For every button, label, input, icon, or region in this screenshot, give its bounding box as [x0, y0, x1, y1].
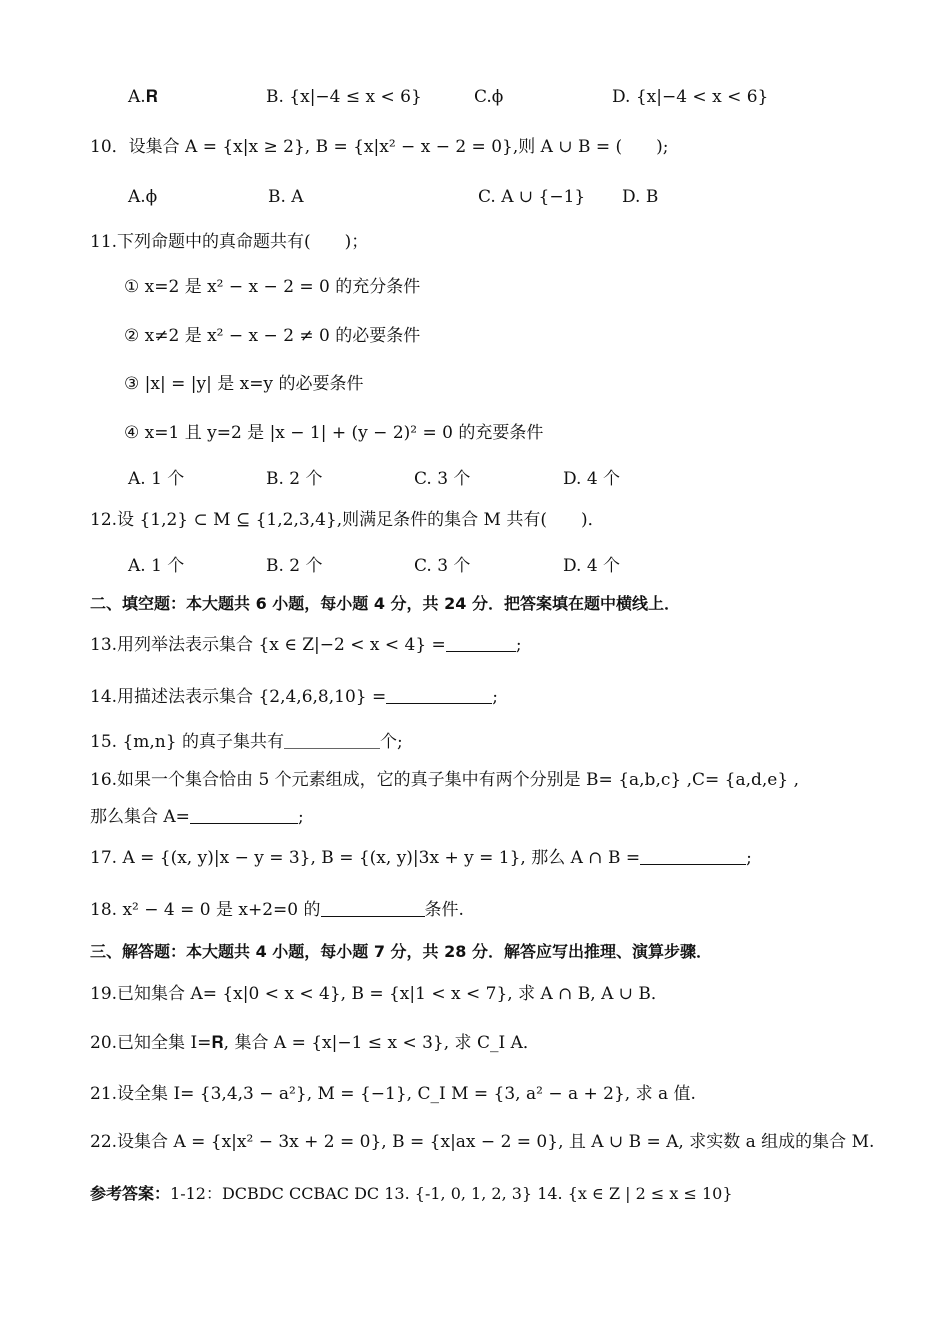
q21: 21.设全集 I= {3,4,3 − a²}, M = {−1}, C_I M = {3, a² − a + 2}, 求 a 值.: [90, 1084, 696, 1104]
section-3-heading: 三、解答题：本大题共 4 小题，每小题 7 分，共 28 分．解答应写出推理、演算步骤．: [90, 942, 712, 961]
q16-answer-blank[interactable]: [190, 807, 298, 824]
q12-stem: 12.设 {1,2} ⊂ M ⊆ {1,2,3,4},则满足条件的集合 M 共有( )．: [90, 510, 605, 530]
q11-item-3: ③ |x| = |y| 是 x=y 的必要条件: [124, 374, 364, 394]
q13-answer-blank[interactable]: [446, 635, 516, 652]
q13-end: ;: [515, 635, 522, 655]
q15-answer-blank[interactable]: [284, 732, 380, 749]
q14: [90, 686, 498, 708]
q16-line-1: 16.如果一个集合恰由 5 个元素组成，它的真子集中有两个分别是 B= {a,b,c} ,C= {a,d,e} ,: [90, 770, 799, 790]
q11-option-a: A. 1 个: [128, 469, 185, 489]
q9-option-b: B. {x|−4 ≤ x < 6}: [266, 87, 422, 107]
q16-end: ;: [297, 807, 304, 827]
q9-option-d: D. {x|−4 < x < 6}: [612, 87, 769, 107]
section-2-heading: 二、填空题：本大题共 6 小题，每小题 4 分，共 24 分．把答案填在题中横线上．: [90, 594, 680, 613]
q11-option-c: C. 3 个: [414, 469, 471, 489]
q14-text: 14.用描述法表示集合 {2,4,6,8,10} =: [90, 687, 387, 707]
q12-option-b: B. 2 个: [266, 556, 323, 576]
q15: [90, 731, 403, 753]
q11-option-b: B. 2 个: [266, 469, 323, 489]
q11-item-4: ④ x=1 且 y=2 是 |x − 1| + (y − 2)² = 0 的充要条件: [124, 423, 544, 443]
q17-end: ;: [746, 848, 752, 868]
q9-option-c: C.ϕ: [474, 87, 504, 107]
q11-stem: 11.下列命题中的真命题共有( )；: [90, 232, 369, 252]
q22: 22.设集合 A = {x|x² − 3x + 2 = 0}, B = {x|ax − 2 = 0}, 且 A ∪ B = A, 求实数 a 组成的集合 M.: [90, 1132, 875, 1152]
q11-item-1: ① x=2 是 x² − x − 2 = 0 的充分条件: [124, 277, 421, 297]
q11-option-d: D. 4 个: [563, 469, 621, 489]
q20: 20.已知全集 I=𝐑, 集合 A = {x|−1 ≤ x < 3}, 求 C_I A．: [90, 1033, 540, 1053]
q18-text: 18. x² − 4 = 0 是 x+2=0 的: [90, 900, 321, 920]
q16: [90, 806, 304, 828]
q17: [90, 847, 752, 869]
q14-answer-blank[interactable]: [386, 687, 492, 704]
q10-option-a: A.ϕ: [128, 187, 158, 207]
q17-text: 17. A = {(x, y)|x − y = 3}, B = {(x, y)|3x + y = 1}, 那么 A ∩ B =: [90, 848, 641, 868]
q18-end: 条件.: [424, 900, 464, 920]
q14-end: ;: [492, 687, 498, 707]
q12-option-a: A. 1 个: [128, 556, 185, 576]
answer-key-text: 1-12：DCBDC CCBAC DC 13. {-1, 0, 1, 2, 3} 14. {x ∈ Z | 2 ≤ x ≤ 10}: [170, 1184, 733, 1203]
q10-stem: 10．设集合 A = {x|x ≥ 2}, B = {x|x² − x − 2 = 0},则 A ∪ B = ( );: [90, 137, 669, 157]
q18-answer-blank[interactable]: [321, 900, 425, 917]
q9-option-a: A.𝐑: [128, 87, 158, 107]
answer-key: [90, 1183, 733, 1205]
q11-item-2: ② x≠2 是 x² − x − 2 ≠ 0 的必要条件: [124, 326, 421, 346]
q12-option-d: D. 4 个: [563, 556, 621, 576]
q15-end: 个;: [379, 732, 403, 752]
q10-option-c: C. A ∪ {−1}: [478, 187, 586, 207]
q10-option-b: B. A: [268, 187, 304, 207]
q13-text: 13.用列举法表示集合 {x ∈ Z|−2 < x < 4} =: [90, 635, 446, 655]
q18: [90, 899, 464, 921]
q19: 19.已知集合 A= {x|0 < x < 4}, B = {x|1 < x < 7}, 求 A ∩ B, A ∪ B．: [90, 984, 668, 1004]
q15-text: 15. {m,n} 的真子集共有: [90, 732, 284, 752]
q12-option-c: C. 3 个: [414, 556, 471, 576]
q16-text: 那么集合 A=: [90, 807, 190, 827]
q17-answer-blank[interactable]: [640, 848, 746, 865]
q10-option-d: D. B: [622, 187, 659, 207]
q13: [90, 634, 522, 656]
answer-key-label: 参考答案：: [90, 1184, 171, 1203]
